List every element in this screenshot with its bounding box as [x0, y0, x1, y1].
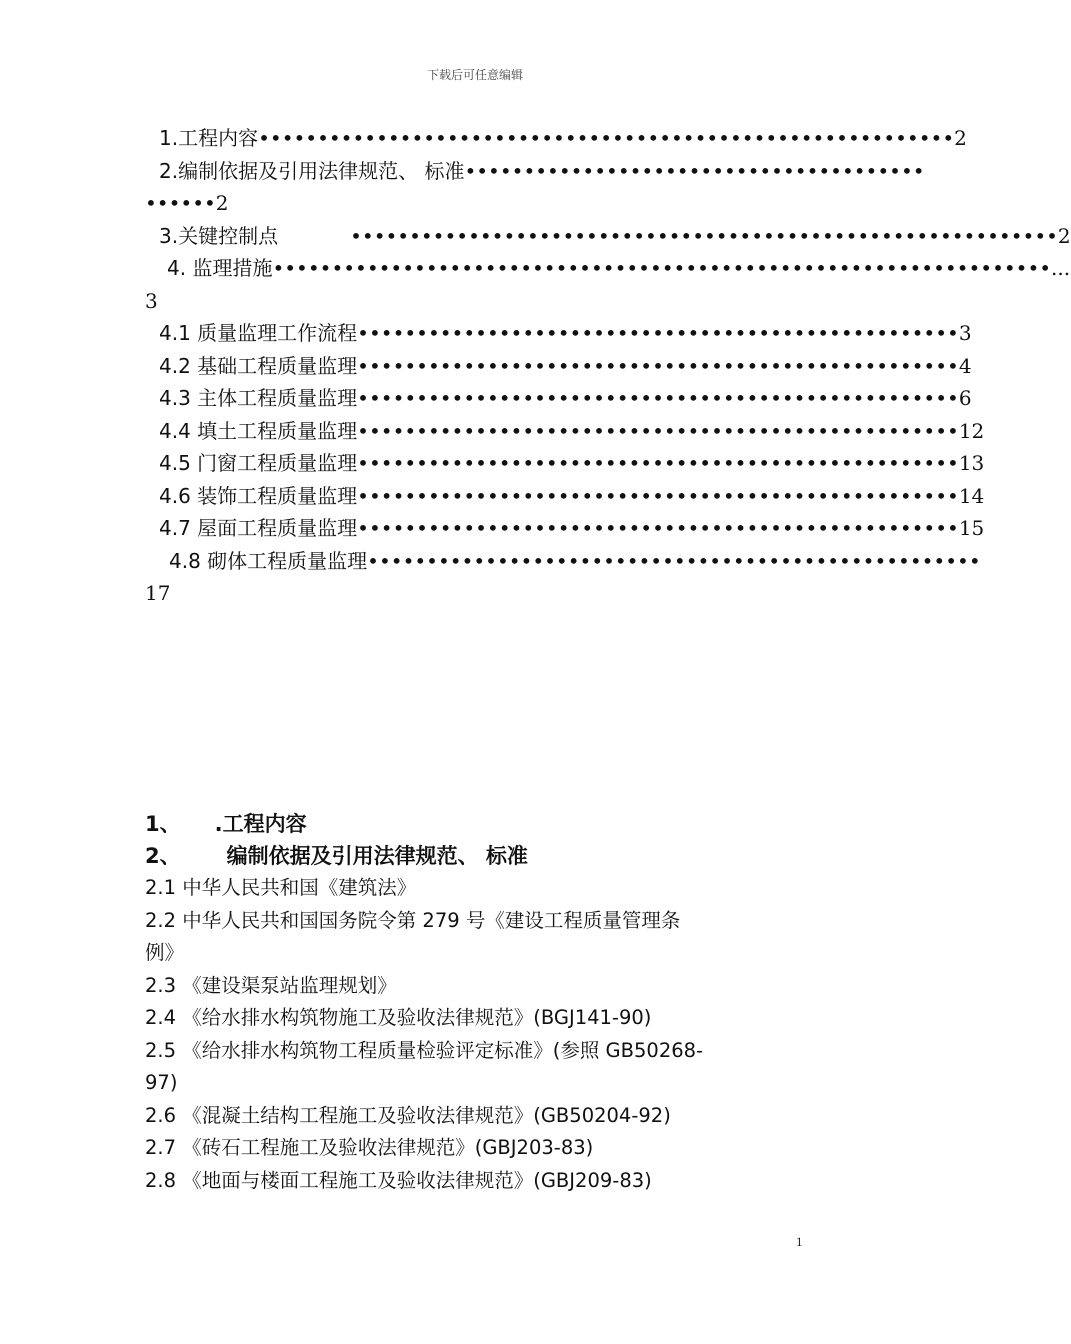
section-heading [145, 840, 825, 872]
reference-text: 2.2 中华人民共和国国务院令第 279 号《建设工程质量管理条 [145, 908, 681, 932]
toc-entry-label: 4.5 门窗工程质量监理 [159, 451, 358, 475]
toc-leader-dots: ••••••••••••••••••••••••••••••••••••••••••••••••••• [357, 353, 959, 378]
toc-entry-label: 4.4 填土工程质量监理 [159, 418, 358, 443]
toc-page-number: 13 [958, 451, 985, 475]
toc-page-number: 15 [958, 516, 985, 540]
toc-leader-dots: ••••••••••••••••••••••••••••••••••••••• [464, 158, 925, 183]
section-heading [145, 808, 825, 840]
toc-entry [145, 122, 967, 155]
toc-entry-label: 4.6 装饰工程质量监理 [159, 483, 358, 508]
toc-page-number: 6 [958, 386, 972, 410]
toc-entry-label: 4.1 质量监理工作流程 [159, 321, 358, 345]
toc-page-number: 14 [958, 483, 985, 508]
reference-text: 2.6 《混凝土结构工程施工及验收法律规范》(GB50204-92) [145, 1103, 671, 1127]
toc-leader-dots: •••••••••••••••••••••••••••••••••••••••••••••••••••••••••••••••••• [272, 256, 1052, 280]
reference-text: 2.1 中华人民共和国《建筑法》 [145, 876, 417, 899]
toc-page-number: ... [1051, 256, 1071, 280]
section-number: 2、 [145, 844, 181, 868]
reference-text: 2.3 《建设渠泵站监理规划》 [145, 973, 397, 997]
toc-entry [145, 252, 1071, 285]
section-headings [145, 808, 825, 872]
reference-item [145, 1067, 825, 1100]
table-of-contents [145, 122, 1071, 610]
toc-entry-label: 4.7 屋面工程质量监理 [159, 516, 358, 540]
toc-entry [145, 187, 820, 220]
reference-item [145, 970, 825, 1003]
reference-item [145, 937, 825, 970]
toc-page-number: 2 [954, 126, 967, 150]
reference-text: 2.5 《给水排水构筑物工程质量检验评定标准》(参照 GB50268- [145, 1038, 704, 1062]
toc-leader-dots: ••••••••••••••••••••••••••••••••••••••••••••••••••••••••••• [258, 126, 955, 150]
toc-entry [145, 220, 1071, 253]
toc-entry [145, 447, 985, 480]
toc-entry [145, 512, 985, 545]
reference-item [145, 872, 825, 905]
reference-text: 2.7 《砖石工程施工及验收法律规范》(GBJ203-83) [145, 1136, 594, 1159]
page-number: 1 [796, 1234, 803, 1249]
reference-item [145, 1100, 825, 1133]
section-number: 1、 [145, 812, 181, 836]
section-title: .工程内容 [214, 812, 307, 836]
reference-item [145, 1165, 825, 1198]
toc-page-number: 4 [958, 353, 972, 378]
toc-entry [145, 155, 925, 188]
toc-entry [145, 285, 820, 318]
toc-entry [145, 382, 972, 415]
reference-text: 97) [145, 1071, 178, 1094]
toc-entry [145, 350, 972, 383]
toc-page-number: 2 [1057, 223, 1071, 248]
toc-leader-dots: ••••••••••••••••••••••••••••••••••••••••••••••••••• [357, 386, 959, 410]
reference-text: 2.8 《地面与楼面工程施工及验收法律规范》(GBJ209-83) [145, 1168, 652, 1192]
toc-entry [145, 415, 985, 448]
toc-leader-dots: •••••••••••••••••••••••••••••••••••••••••••••••••••• [367, 548, 981, 573]
toc-page-number: 12 [958, 418, 985, 443]
toc-entry-label: 4.8 砌体工程质量监理 [169, 548, 368, 573]
toc-entry-label: 1.工程内容 [159, 126, 259, 150]
toc-entry-label: 3.关键控制点 [159, 223, 279, 248]
toc-entry-label: 4. 监理措施 [167, 256, 273, 280]
reference-item [145, 1002, 825, 1035]
toc-leader-dots: ••••••••••••••••••••••••••••••••••••••••••••••••••• [357, 418, 959, 443]
toc-entry-label: 2.编制依据及引用法律规范、 标准 [159, 158, 465, 183]
reference-item [145, 1035, 825, 1068]
toc-entry-label: 4.2 基础工程质量监理 [159, 353, 358, 378]
section-title: 编制依据及引用法律规范、 标准 [226, 844, 528, 868]
toc-entry [145, 480, 985, 513]
reference-list [145, 872, 825, 1197]
toc-page-number: 3 [958, 321, 972, 345]
toc-leader-dots: ••••••••••••••••••••••••••••••••••••••••••••••••••• [357, 321, 959, 345]
toc-page-number: 17 [145, 581, 171, 605]
toc-page-number: 3 [145, 288, 158, 313]
reference-text: 例》 [145, 941, 185, 964]
reference-text: 2.4 《给水排水构筑物施工及验收法律规范》(BGJ141-90) [145, 1006, 652, 1029]
toc-leader-dots: ••••••••••••••••••••••••••••••••••••••••••••••••••• [357, 451, 959, 475]
toc-entry [145, 317, 972, 350]
toc-leader-dots: •••••• [145, 191, 216, 215]
toc-leader-dots: ••••••••••••••••••••••••••••••••••••••••••••••••••• [357, 516, 959, 540]
toc-leader-dots: •••••••••••••••••••••••••••••••••••••••••••••••••••••••••••• [350, 223, 1058, 248]
reference-item [145, 1132, 825, 1165]
toc-page-number: 2 [215, 191, 229, 215]
toc-entry [145, 545, 981, 578]
toc-entry [145, 577, 820, 610]
toc-entry-label: 4.3 主体工程质量监理 [159, 386, 358, 410]
reference-item [145, 905, 825, 938]
toc-leader-dots: ••••••••••••••••••••••••••••••••••••••••••••••••••• [357, 483, 959, 508]
page-header: 下载后可任意编辑 [426, 68, 523, 82]
